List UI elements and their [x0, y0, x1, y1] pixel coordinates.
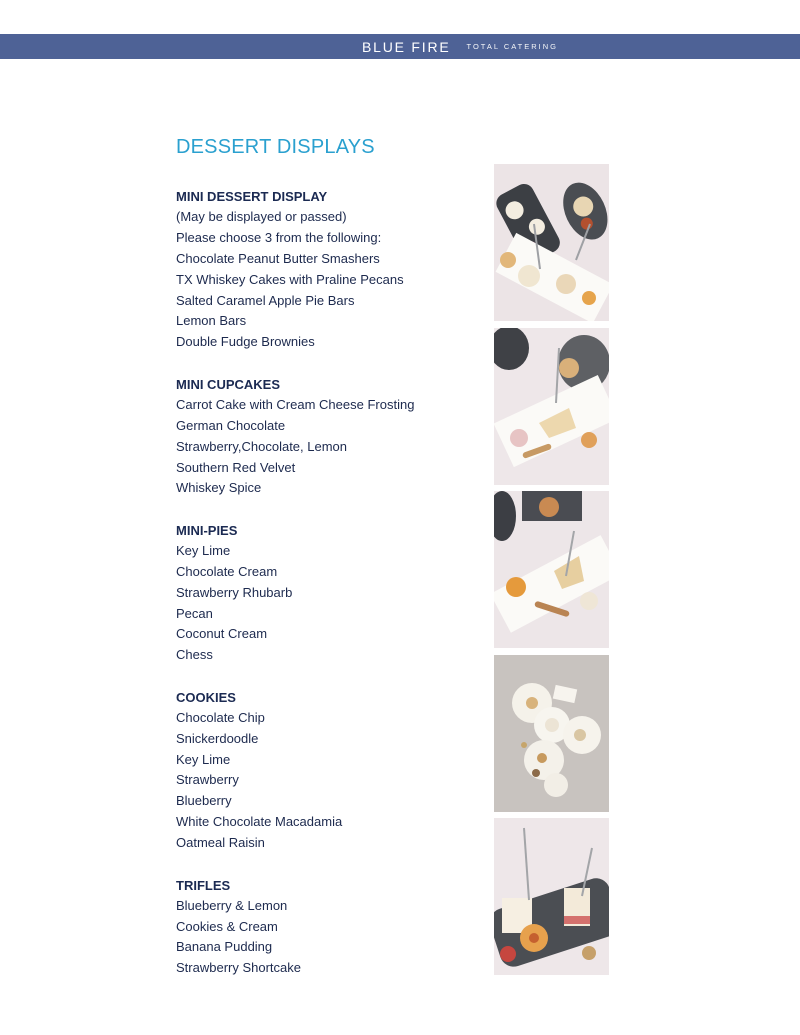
brand-subtitle: TOTAL CATERING — [466, 42, 559, 51]
section-heading: MINI-PIES — [176, 522, 238, 538]
section-heading: MINI DESSERT DISPLAY — [176, 189, 328, 204]
menu-item: Snickerdoodle — [176, 730, 259, 746]
menu-item: Coconut Cream — [176, 626, 268, 642]
menu-item: Blueberry & Lemon — [176, 897, 288, 913]
section-heading: COOKIES — [176, 689, 236, 705]
menu-item: Chess — [176, 647, 213, 663]
mini-pie-plate-photo — [494, 328, 609, 485]
menu-item: Whiskey Spice — [176, 480, 262, 496]
menu-item: Chocolate Peanut Butter Smashers — [176, 250, 380, 266]
trifles-photo — [494, 818, 609, 975]
section-trifles — [176, 875, 476, 980]
menu-item: Blueberry — [176, 793, 232, 809]
menu-item: Chocolate Cream — [176, 563, 278, 579]
header-banner — [0, 34, 800, 59]
mini-pies-photo — [494, 491, 609, 648]
menu-item: Strawberry,Chocolate, Lemon — [176, 438, 348, 454]
menu-item: Please choose 3 from the following: — [176, 229, 382, 245]
menu-item: Southern Red Velvet — [176, 459, 296, 475]
menu-item: German Chocolate — [176, 417, 286, 433]
section-cookies — [176, 687, 476, 854]
brand-name: BLUE FIRE — [361, 38, 451, 55]
menu-item: Strawberry Shortcake — [176, 960, 301, 976]
menu-item: Cookies & Cream — [176, 918, 278, 934]
section-mini-pies — [176, 520, 476, 666]
dessert-menu — [176, 186, 476, 1000]
page-title: DESSERT DISPLAYS — [176, 136, 375, 158]
menu-item: Carrot Cake with Cream Cheese Frosting — [176, 396, 415, 412]
menu-item: TX Whiskey Cakes with Praline Pecans — [176, 271, 404, 287]
menu-item: Key Lime — [176, 542, 231, 558]
menu-item: (May be displayed or passed) — [176, 209, 347, 224]
menu-item: Lemon Bars — [176, 313, 247, 329]
menu-item: Banana Pudding — [176, 939, 273, 955]
menu-item: Oatmeal Raisin — [176, 835, 265, 851]
menu-item: Key Lime — [176, 751, 231, 767]
menu-item: White Chocolate Macadamia — [176, 814, 343, 830]
section-heading: MINI CUPCAKES — [176, 376, 281, 392]
menu-item: Pecan — [176, 605, 213, 621]
cookie-plates-photo — [494, 655, 609, 812]
dessert-platter-photo — [494, 164, 609, 321]
menu-item: Salted Caramel Apple Pie Bars — [176, 292, 355, 308]
menu-item: Double Fudge Brownies — [176, 334, 315, 350]
dessert-photo-column — [494, 164, 609, 982]
menu-item: Strawberry Rhubarb — [176, 584, 293, 600]
section-heading: TRIFLES — [176, 877, 231, 893]
menu-item: Chocolate Chip — [176, 709, 265, 725]
section-mini-dessert-display — [176, 186, 476, 353]
menu-item: Strawberry — [176, 772, 239, 788]
section-mini-cupcakes — [176, 374, 476, 499]
